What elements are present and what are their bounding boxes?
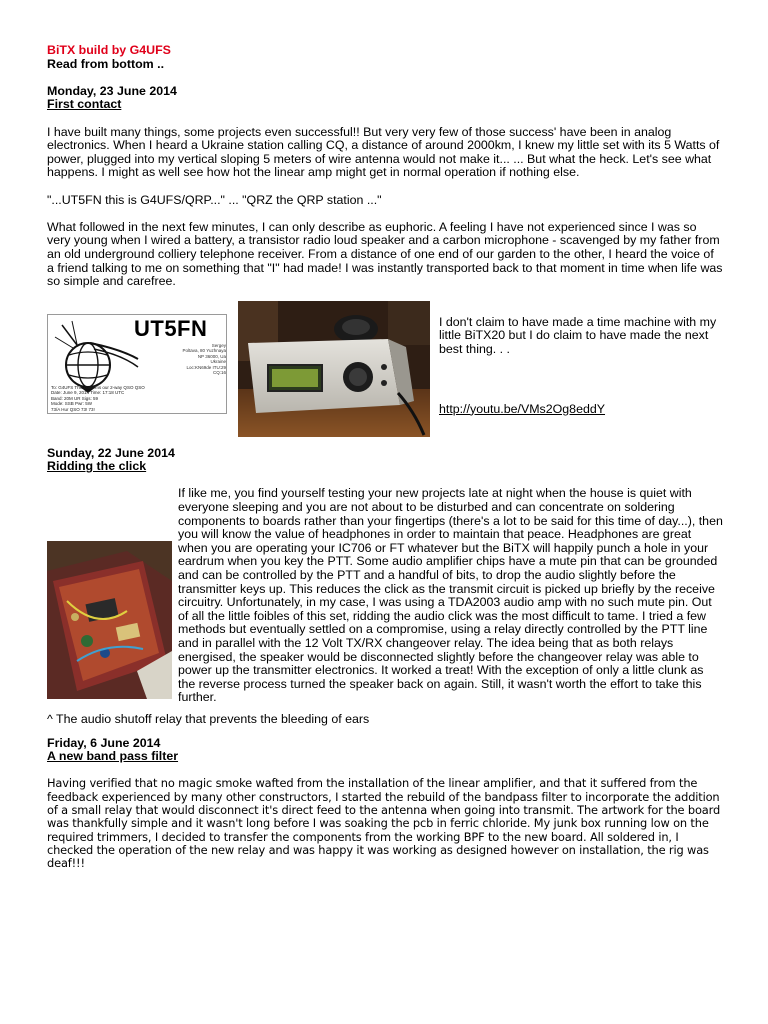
post-title: First contact bbox=[47, 97, 122, 112]
qsl-detail-line: Date: June 9, 2014 Time: 17:18 UTC bbox=[51, 390, 125, 396]
post-date: Monday, 23 June 2014 bbox=[47, 83, 177, 98]
qsl-card-image bbox=[47, 314, 227, 414]
qsl-detail-line: To: G4UFS This confirms our 2-way QSO QSO bbox=[51, 384, 145, 390]
qsl-details bbox=[51, 385, 161, 413]
blog-page bbox=[47, 44, 723, 870]
post-date: Friday, 6 June 2014 bbox=[47, 735, 161, 750]
qsl-info-line: Loc:KN69de ITU:29 CQ:16 bbox=[186, 364, 226, 376]
post-paragraph: Having verified that no magic smoke wafted from the installation of the linear amplifier, and that it suffered from the feedback experienced by many other constructors, I started the rebuild of the bandpass filter to incorporate the addition of a small relay that would disconnect it's direct feed to the antenna when going into transmit. The artwork for the board was thankfully simple and it wasn't long before I was soaking the pcb in ferric chloride. My junk box running low on the required trimmers, I decided to transfer the components from the working BPF to the new board. All soldered in, I checked the operation of the new relay and was happy it was working as designed however on installation, the rig was deaf!!! bbox=[47, 776, 721, 871]
post-title: A new band pass filter bbox=[47, 749, 179, 764]
post-paragraph: I have built many things, some projects even successful!! But very very few of those success' have been in analog electronics. When I heard a Ukraine station calling CQ, a distance of around 2000km, I knew my little set with its 5 Watts of power, plugged into my vertical sloping 5 meters of wire antenna would not make it... ... But what the heck. Let's see what happens. I might as well see how hot the linear amp might get in normal operation if nothing else. bbox=[47, 124, 720, 180]
blog-title: BiTX build by G4UFS bbox=[47, 43, 171, 57]
radio-caption: I don't claim to have made a time machine with my little BiTX20 but I do claim to have made the next best thing. . . bbox=[439, 314, 717, 356]
post-intro-text: If like me, you find yourself testing your new projects late at night when the house is quiet with everyone sleeping and you are not about to be disturbed and can concentrate on soldering components to boards rather than your fingertips (there's a lot to be said for this time of day...), then you will know the value of headphones in order to maintain that peace. Headphones are great when you are operating your IC706 or FT whatever but the BiTX will happily punch a hole in your eardrum when you key the PTT. Some audio amplifier chips have a mute pin that can be grounded and can be controlled by the PTT and a handful of bits, to drop the audio slightly before the transmitter keys up. This reduces the click as the transmit circuit is picked up briefly by the receive circuitry. Unfortunately, in my case, I was using a TDA2003 audio amp with no such mute pin. Out of all the little foibles of this set, ridding the audio click was the most difficult to tame. I tried a few methods but eventually settled on a compromise, using a relay directly controlled by the PTT line and in parallel with the 12 Volt TX/RX changeover relay. The idea being that as both relays energised, the speaker would be disconnected slightly before the changeover relay was able to power up the transmitter electronics. It worked a treat! With the exception of only a little clunk as the reverse process turned the speaker back on again. Still, it wasn't worth the effort to take this further. bbox=[178, 486, 723, 705]
post-paragraph bbox=[47, 487, 723, 705]
qsl-detail-line: Band: 20M UR Sigs: 59 bbox=[51, 395, 99, 401]
video-link[interactable]: http://youtu.be/VMs2Og8eddY bbox=[439, 401, 606, 416]
post-paragraph: "...UT5FN this is G4UFS/QRP..." ... "QRZ the QRP station ..." bbox=[47, 192, 382, 207]
radio-photo bbox=[238, 301, 430, 437]
post-body bbox=[47, 487, 723, 705]
media-row bbox=[47, 301, 723, 437]
qsl-info-line: Poltava, 80 Yuzhnaya bbox=[182, 348, 226, 354]
post-band-pass-filter bbox=[47, 737, 723, 871]
relay-board-photo bbox=[47, 541, 172, 699]
qsl-info-line: Ukraine bbox=[210, 359, 226, 365]
post-paragraph: What followed in the next few minutes, I can only describe as euphoric. A feeling I have not experienced since I was so very young when I wired a battery, a transistor radio loud speaker and a carbon microphone - scavenged by my father from an old underground colliery telephone receiver. From a distance of one end of our garden to the other, I heard the voice of a friend talking to me on something that "I" had made! I was instantly transported back to that moment in time when life was so simple and carefree. bbox=[47, 219, 723, 289]
photo-caption: ^ The audio shutoff relay that prevents the bleeding of ears bbox=[47, 711, 370, 726]
qsl-info bbox=[180, 343, 226, 376]
qsl-info-line: Sergey bbox=[211, 342, 226, 348]
qsl-callsign: UT5FN bbox=[134, 315, 208, 341]
post-title: Ridding the click bbox=[47, 459, 147, 474]
post-first-contact bbox=[47, 85, 723, 437]
post-ridding-the-click bbox=[47, 447, 723, 727]
blog-subtitle: Read from bottom .. bbox=[47, 56, 165, 71]
qsl-info-line: NP 36000, Ua bbox=[197, 353, 226, 359]
qsl-detail-line: Mode: SSB Pwr: 5W bbox=[51, 401, 93, 407]
post-date: Sunday, 22 June 2014 bbox=[47, 445, 175, 460]
qsl-detail-line: 73/A Hur QSO 73! 73! bbox=[51, 407, 95, 413]
